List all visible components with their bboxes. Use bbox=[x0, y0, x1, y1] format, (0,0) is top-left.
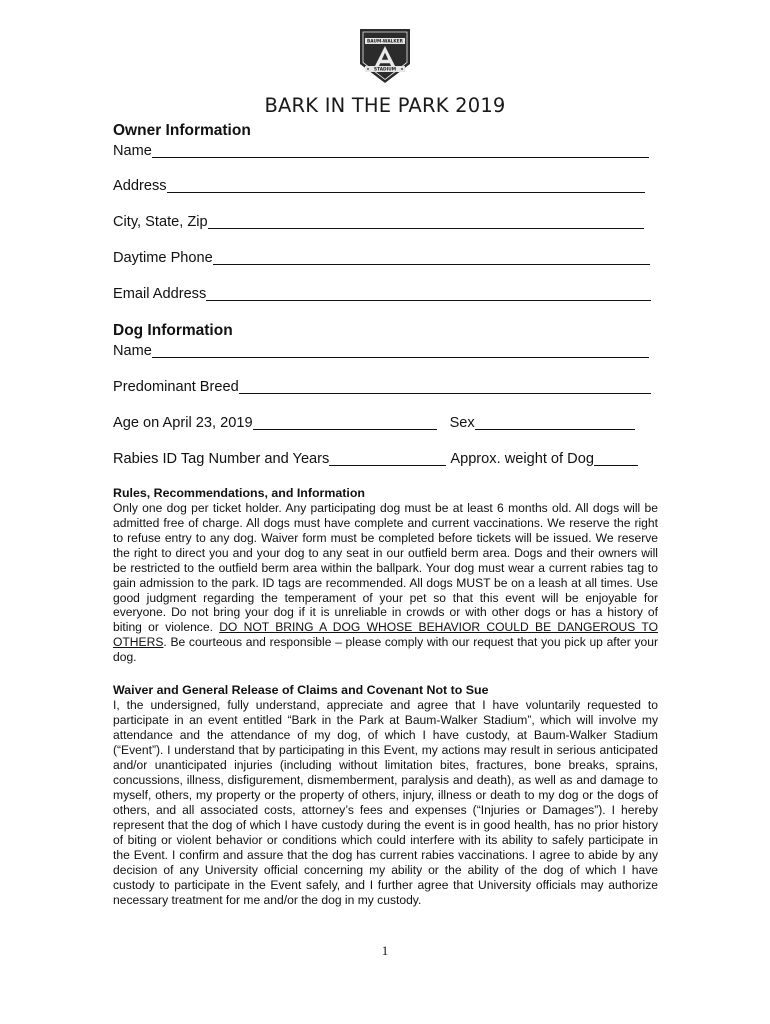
owner-city-state-zip-input-line[interactable] bbox=[208, 214, 644, 229]
dog-breed-input-line[interactable] bbox=[239, 379, 651, 394]
page-number: 1 bbox=[381, 943, 389, 958]
waiver-paragraph: I, the undersigned, fully understand, appreciate and agree that I have voluntarily requested to participate in an event entitled “Bark in the Park at Baum-Walker Stadium”, which will involve my attendance and the attendance of my dog, of which I have custody, at Baum-Walker Stadium (“Event”). I understand that by participating in this Event, my actions may result in serious anticipated and/or unanticipated injuries (including without limitation bites, fractures, bone breaks, sprains, concussions, illness, disfigurement, dismemberment, paralysis and death), as well as and damage to myself, others, my property or the property of others, injury, illness or death to my dog or the dogs of others, and all associated costs, attorney’s fees and expenses (“Injuries or Damages”). I hereby represent that the dog of which I have custody during the event is in good health, has no prior history of biting or violent behavior or conditions which could interfere with its ability to safely participate in the Event. I confirm and assure that the dog has current rabies vaccinations. I agree to abide by any decision of any University official concerning my ability or the ability of the dog of which I have custody to participate in the Event safely, and I further agree that University officials may authorize necessary treatment for me and/or the dog in my custody. bbox=[113, 698, 658, 907]
owner-daytime-phone-label: Daytime Phone bbox=[113, 250, 213, 266]
owner-address-label: Address bbox=[113, 178, 167, 194]
dog-name-label: Name bbox=[113, 343, 152, 359]
owner-city-state-zip-field[interactable] bbox=[113, 211, 644, 231]
dog-age-label: Age on April 23, 2019 bbox=[113, 415, 253, 431]
owner-email-address-input-line[interactable] bbox=[206, 286, 651, 301]
owner-email-address-label: Email Address bbox=[113, 286, 207, 302]
dog-rabies-input-line[interactable] bbox=[329, 451, 446, 466]
svg-text:STADIUM: STADIUM bbox=[374, 67, 396, 73]
owner-daytime-phone-field[interactable] bbox=[113, 247, 650, 267]
rules-text-part-2: . Be courteous and responsible – please comply with our request that you pick up after your dog. bbox=[113, 635, 658, 665]
rules-heading: Rules, Recommendations, and Information bbox=[113, 486, 365, 500]
dog-rabies-label: Rabies ID Tag Number and Years bbox=[113, 451, 330, 467]
dog-breed-label: Predominant Breed bbox=[113, 379, 239, 395]
owner-city-state-zip-label: City, State, Zip bbox=[113, 214, 208, 230]
owner-name-label: Name bbox=[113, 143, 152, 159]
dog-weight-label: Approx. weight of Dog bbox=[450, 451, 594, 467]
owner-address-input-line[interactable] bbox=[167, 178, 645, 193]
dog-name-input-line[interactable] bbox=[152, 343, 649, 358]
dog-name-field[interactable] bbox=[113, 340, 649, 360]
waiver-heading: Waiver and General Release of Claims and Covenant Not to Sue bbox=[113, 683, 489, 697]
svg-text:BAUM-WALKER: BAUM-WALKER bbox=[366, 39, 404, 45]
baum-walker-stadium-shield-icon bbox=[357, 24, 413, 86]
owner-name-field[interactable] bbox=[113, 140, 649, 160]
owner-information-heading: Owner Information bbox=[113, 122, 251, 139]
rules-warning-underlined: DO NOT BRING A DOG WHOSE BEHAVIOR COULD BE DANGEROUS TO OTHERS bbox=[113, 620, 658, 650]
dog-information-heading: Dog Information bbox=[113, 322, 233, 339]
dog-sex-label: Sex bbox=[449, 415, 475, 431]
owner-address-field[interactable] bbox=[113, 175, 645, 195]
dog-sex-input-line[interactable] bbox=[475, 415, 635, 430]
owner-name-input-line[interactable] bbox=[152, 143, 649, 158]
dog-weight-input-line[interactable] bbox=[594, 451, 638, 466]
document-title: BARK IN THE PARK 2019 bbox=[264, 94, 506, 117]
dog-age-sex-row bbox=[113, 412, 635, 432]
owner-daytime-phone-input-line[interactable] bbox=[213, 250, 650, 265]
owner-email-address-field[interactable] bbox=[113, 283, 651, 303]
rules-paragraph bbox=[113, 501, 658, 665]
dog-rabies-weight-row bbox=[113, 448, 638, 468]
rules-text-part-1: Only one dog per ticket holder. Any participating dog must be at least 6 months old. All dogs will be admitted free of charge. All dogs must have complete and current vaccinations. We reserve the right to refuse entry to any dog. Waiver form must be completed before tickets will be issued. We reserve the right to direct you and your dog to any seat in our outfield berm area. Dogs and their owners will be restricted to the outfield berm area within the ballpark. Your dog must wear a current rabies tag to gain admission to the park. ID tags are recommended. All dogs MUST be on a leash at all times. Use good judgment regarding the temperament of your pet so that this event will be enjoyable for everyone. Do not bring your dog if it is unreliable in crowds or with other dogs or has a history of biting or violence. bbox=[113, 501, 658, 635]
dog-breed-field[interactable] bbox=[113, 376, 651, 396]
dog-age-input-line[interactable] bbox=[253, 415, 437, 430]
